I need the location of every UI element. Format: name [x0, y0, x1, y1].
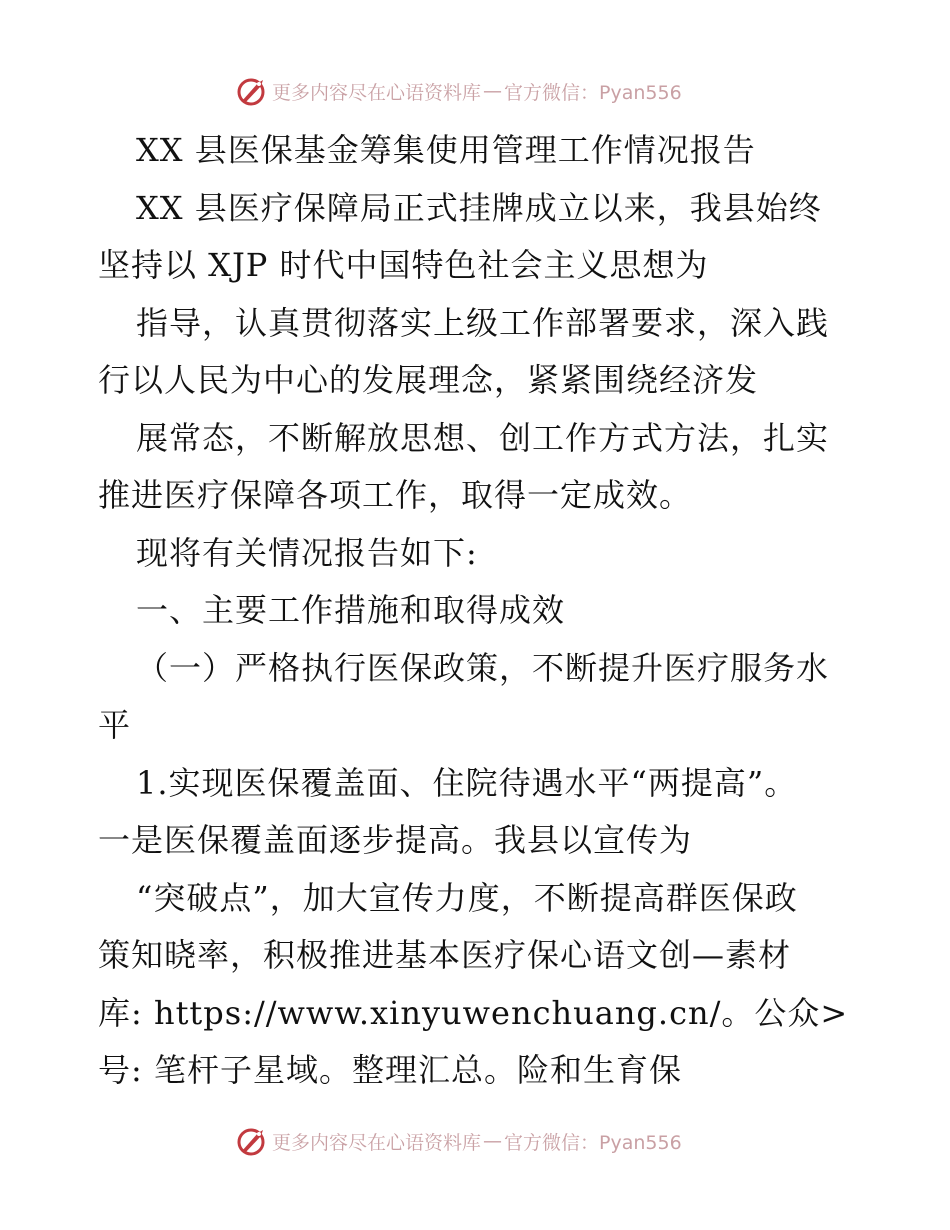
- watermark-footer: [236, 1124, 682, 1158]
- text-line: 行以人民为中心的发展理念，紧紧围绕经济发: [98, 361, 759, 399]
- text-line: 一是医保覆盖面逐步提高。我县以宣传为: [98, 821, 693, 859]
- pen-logo-icon: [236, 75, 268, 107]
- text-line: 库: https://www.xinyuwenchuang.cn/。公众>: [98, 993, 849, 1032]
- text-line: 平: [98, 706, 132, 744]
- text-line: 坚持以 XJP 时代中国特色社会主义思想为: [98, 246, 709, 284]
- text-line: 1.实现医保覆盖面、住院待遇水平“两提高”。: [136, 763, 798, 802]
- text-line: 推进医疗保障各项工作，取得一定成效。: [98, 476, 693, 514]
- text-line: 指导，认真贯彻落实上级工作部署要求，深入践: [136, 303, 830, 342]
- watermark-separator: —: [483, 1130, 503, 1152]
- watermark-separator: —: [483, 80, 503, 102]
- document-body: [98, 122, 858, 1100]
- pen-logo-icon: [236, 1125, 268, 1157]
- text-line: “突破点”，加大宣传力度，不断提高群医保政: [136, 878, 798, 917]
- document-title: XX 县医保基金筹集使用管理工作情况报告: [136, 131, 756, 169]
- text-line: XX 县医疗保障局正式挂牌成立以来，我县始终: [136, 188, 822, 227]
- watermark-header: [236, 74, 682, 108]
- watermark-contact: 官方微信：Pyan556: [504, 81, 682, 104]
- section-heading: 一、主要工作措施和取得成效: [136, 591, 566, 629]
- text-line: 号: 笔杆子星域。整理汇总。险和生育保: [98, 1051, 682, 1089]
- text-line: 展常态，不断解放思想、创工作方式方法，扎实: [136, 418, 830, 457]
- subsection-heading: （一）严格执行医保政策，不断提升医疗服务水: [136, 648, 830, 687]
- watermark-text: 更多内容尽在心语资料库: [272, 1131, 482, 1154]
- text-line: 现将有关情况报告如下:: [136, 533, 478, 572]
- watermark-contact: 官方微信：Pyan556: [504, 1131, 682, 1154]
- text-line: 策知晓率，积极推进基本医疗保心语文创—素材: [98, 936, 792, 974]
- watermark-text: 更多内容尽在心语资料库: [272, 81, 482, 104]
